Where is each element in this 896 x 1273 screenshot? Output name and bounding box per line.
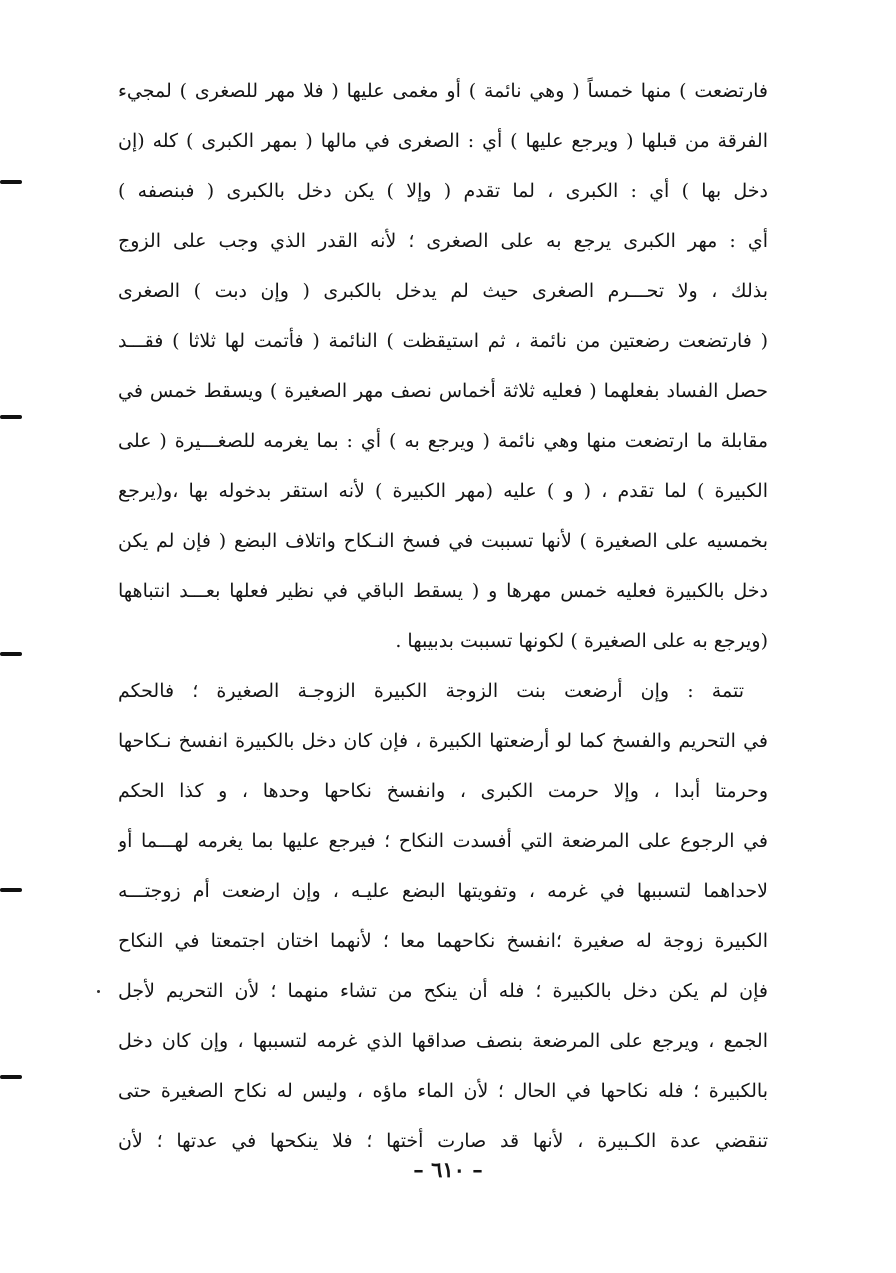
binding-mark xyxy=(0,652,22,656)
body-text xyxy=(118,66,768,1166)
binding-mark xyxy=(0,1075,22,1079)
text-line: وحرمتا أبدا ، وإلا حرمت الكبرى ، وانفسخ نكاحها وحدها ، و كذا الحكم xyxy=(118,780,768,802)
text-line: بذلك ، ولا تحـــرم الصغرى حيث لم يدخل بالكبرى ( وإن دبت ) الصغرى xyxy=(118,280,768,302)
page-number: – ٦١٠ – xyxy=(413,1157,483,1182)
text-line: تتمة : وإن أرضعت بنت الزوجة الكبيرة الزوجـة الصغيرة ؛ فالحكم xyxy=(118,680,744,702)
binding-mark xyxy=(0,180,22,184)
text-line: مقابلة ما ارتضعت منها وهي نائمة ( ويرجع به ) أي : بما يغرمه للصغـــيرة ( على xyxy=(118,430,768,452)
text-line: في التحريم والفسخ كما لو أرضعتها الكبيرة ، فإن كان دخل بالكبيرة انفسخ نـكاحها xyxy=(118,730,768,752)
text-line: (ويرجع به على الصغيرة ) لكونها تسببت بدبيبها . xyxy=(395,630,768,652)
text-line: أي : مهر الكبرى يرجع به على الصغرى ؛ لأنه القدر الذي وجب على الزوج xyxy=(118,230,768,252)
text-line: حصل الفساد بفعلهما ( فعليه ثلاثة أخماس نصف مهر الصغيرة ) ويسقط خمس في xyxy=(118,380,768,402)
text-line: فإن لم يكن دخل بالكبيرة ؛ فله أن ينكح من تشاء منهما ؛ لأن التحريم لأجل xyxy=(118,980,768,1002)
binding-mark xyxy=(0,888,22,892)
text-line: الكبيرة زوجة له صغيرة ؛انفسخ نكاحهما معا ؛ لأنهما اختان اجتمعتا في النكاح xyxy=(118,930,768,952)
text-line: الجمع ، ويرجع على المرضعة بنصف صداقها الذي غرمه لتسببها ، وإن كان دخل xyxy=(118,1030,768,1052)
text-line: دخل بالكبيرة فعليه خمس مهرها و ( يسقط الباقي في نظير فعلها بعـــد انتباهها xyxy=(118,580,768,602)
text-line: الفرقة من قبلها ( ويرجع عليها ) أي : الصغرى في مالها ( بمهر الكبرى ) كله (إن xyxy=(118,130,768,152)
text-line: بخمسيه على الصغيرة ) لأنها تسببت في فسخ النـكاح واتلاف البضع ( فإن لم يكن xyxy=(118,530,768,552)
text-line: فارتضعت ) منها خمساً ( وهي نائمة ) أو مغمى عليها ( فلا مهر للصغرى ) لمجيء xyxy=(118,80,768,102)
text-line: بالكبيرة ؛ فله نكاحها في الحال ؛ لأن الماء ماؤه ، وليس له نكاح الصغيرة حتى xyxy=(118,1080,768,1102)
text-line: لاحداهما لتسببها في غرمه ، وتفويتها البضع عليـه ، وإن ارضعت أم زوجتـــه xyxy=(118,880,768,902)
binding-mark xyxy=(0,415,22,419)
scan-speck xyxy=(97,990,100,993)
text-line: دخل بها ) أي : الكبرى ، لما تقدم ( وإلا ) يكن دخل بالكبرى ( فبنصفه ) xyxy=(118,180,768,202)
text-line: الكبيرة ) لما تقدم ، ( و ) عليه (مهر الكبيرة ) لأنه استقر بدخوله بها ،و(يرجع xyxy=(118,480,768,502)
text-line: ( فارتضعت رضعتين من نائمة ، ثم استيقظت ) النائمة ( فأتمت لها ثلاثا ) فقـــد xyxy=(118,330,768,352)
text-line: في الرجوع على المرضعة التي أفسدت النكاح ؛ فيرجع عليها بما يغرمه لهـــما أو xyxy=(118,830,768,852)
text-line: تنقضي عدة الكـبيرة ، لأنها قد صارت أختها ؛ فلا ينكحها في عدتها ؛ لأن xyxy=(118,1130,768,1152)
